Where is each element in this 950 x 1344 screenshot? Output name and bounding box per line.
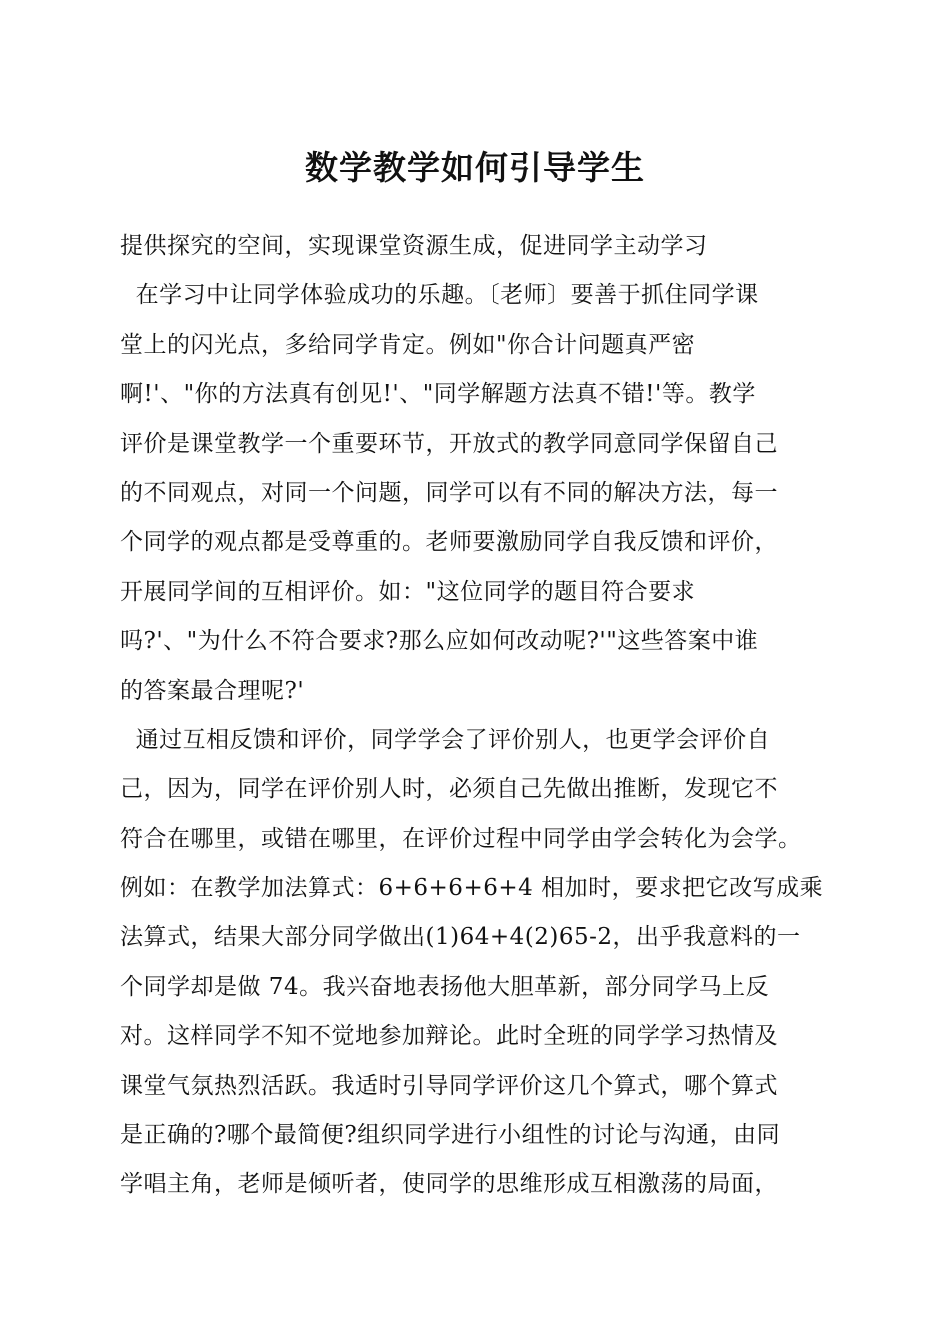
document-body [120,222,860,1210]
text-line: 己，因为，同学在评价别人时，必须自己先做出推断，发现它不 [120,776,778,803]
text-line: 评价是课堂教学一个重要环节，开放式的教学同意同学保留自己 [120,430,778,457]
text-line: 对。这样同学不知不觉地参加辩论。此时全班的同学学习热情及 [120,1023,778,1050]
text-line: 的答案最合理呢?' [120,677,305,704]
text-line: 在学习中让同学体验成功的乐趣。〔老师〕要善于抓住同学课 [120,282,759,309]
text-line: 法算式，结果大部分同学做出(1)64+4(2)65-2，出乎我意料的一 [120,924,801,951]
text-line: 学唱主角，老师是倾听者，使同学的思维形成互相激荡的局面， [120,1171,778,1198]
text-line: 是正确的?哪个最简便?组织同学进行小组性的讨论与沟通，由同 [120,1122,781,1149]
document-title: 数学教学如何引导学生 [305,148,645,187]
text-line: 的不同观点，对同一个问题，同学可以有不同的解决方法，每一 [120,479,778,506]
text-line: 例如：在教学加法算式：6+6+6+6+4 相加时，要求把它改写成乘 [120,875,824,902]
text-line: 吗?'、"为什么不符合要求?那么应如何改动呢?'"这些答案中谁 [120,628,759,655]
text-line: 啊!'、"你的方法真有创见!'、"同学解题方法真不错!'等。教学 [120,381,756,408]
text-line: 通过互相反馈和评价，同学学会了评价别人，也更学会评价自 [120,726,771,753]
text-line: 个同学的观点都是受尊重的。老师要激励同学自我反馈和评价， [120,529,778,556]
text-line: 符合在哪里，或错在哪里，在评价过程中同学由学会转化为会学。 [120,825,802,852]
text-line: 个同学却是做 74。我兴奋地表扬他大胆革新，部分同学马上反 [120,973,770,1000]
text-line: 开展同学间的互相评价。如："这位同学的题目符合要求 [120,578,696,605]
text-line: 课堂气氛热烈活跃。我适时引导同学评价这几个算式，哪个算式 [120,1072,778,1099]
text-line: 堂上的闪光点，多给同学肯定。例如"你合计问题真严密 [120,331,696,358]
text-line: 提供探究的空间，实现课堂资源生成，促进同学主动学习 [120,233,708,259]
